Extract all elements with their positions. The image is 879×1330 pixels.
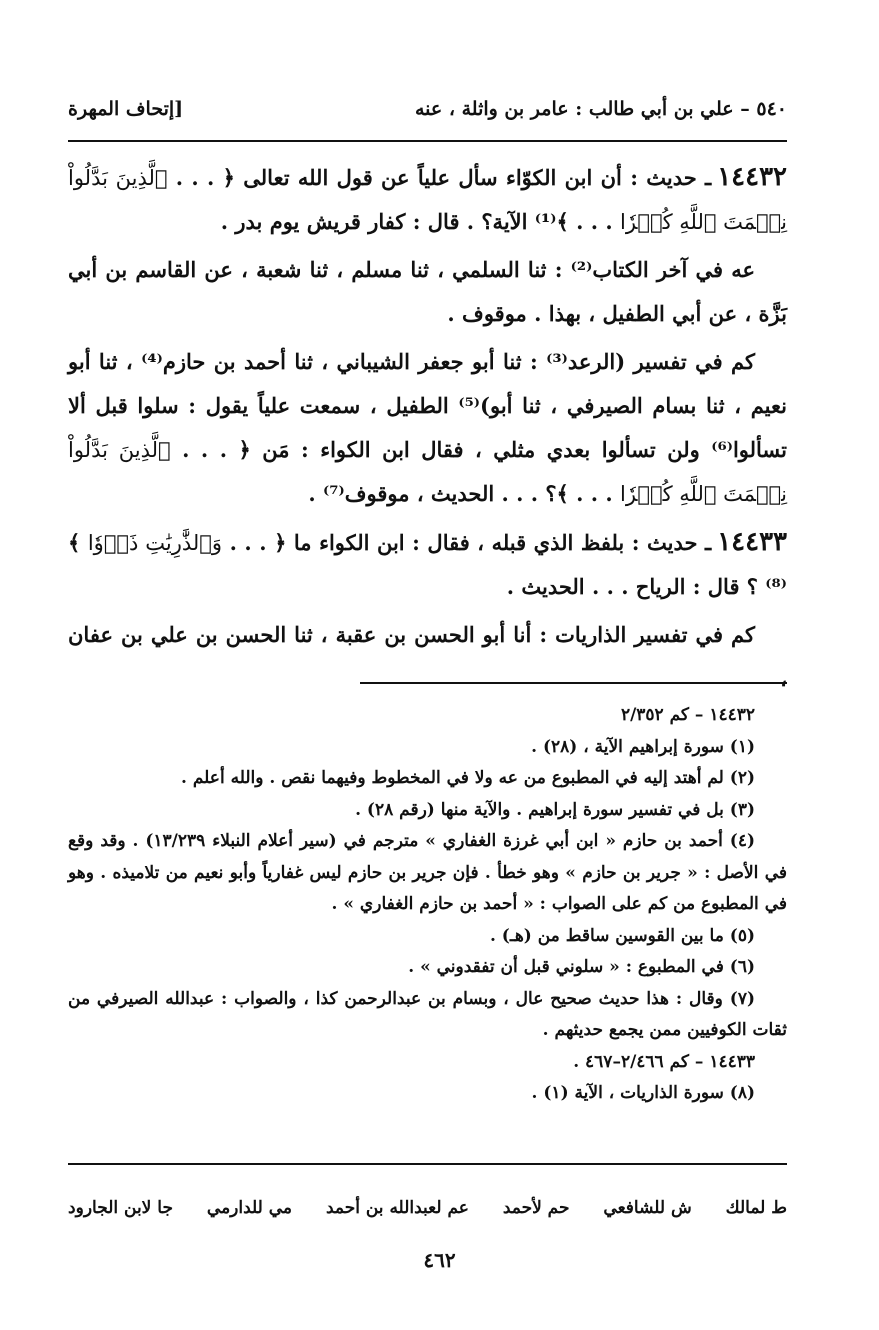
hadith-text: ـ حديث : بلفظ الذي قبله ، فقال : ابن الكواء ما ﴿ . . .: [229, 530, 712, 555]
hadith-number: ١٤٤٣٣: [717, 527, 788, 557]
page-number: ٤٦٢: [423, 1248, 456, 1272]
hadith-text: ﴾⁽⁸⁾ ؟ قال : الرياح . . . الحديث .: [68, 530, 787, 599]
hadith-14433: [68, 520, 787, 609]
main-text: [68, 155, 787, 705]
hadith-number: ١٤٤٣٢: [717, 162, 788, 192]
abbreviations-rule: [68, 1163, 787, 1165]
header-rule: [68, 140, 787, 142]
header-chapter-title: ٥٤٠ – علي بن أبي طالب : عامر بن واثلة ، عنه: [414, 98, 787, 120]
footnotes: [68, 700, 787, 1110]
running-header: [68, 92, 787, 126]
footnote: (٤) أحمد بن حازم « ابن أبي غرزة الغفاري » مترجم في (سير أعلام النبلاء ١٣/٢٣٩) . وقد وقع في الأصل : « جرير بن حازم » وهو خطأ . فإن جرير بن حازم ليس غفارياً وأبو نعيم من تلاميذه . وهو في المطبوع من كم على الصواب : « أحمد بن حازم الغفاري » .: [68, 831, 787, 914]
abbreviation: عم لعبدالله بن أحمد: [325, 1198, 469, 1218]
footnote: (٦) في المطبوع : « سلوني قبل أن تفقدوني » .: [408, 957, 755, 977]
isnad-text: كم في تفسير (الرعد⁽³⁾ : ثنا أبو جعفر الشيباني ، ثنا أحمد بن حازم⁽⁴⁾ ، ثنا أبو نعيم ، ثنا بسام الصيرفي ، ثنا أبو)⁽⁵⁾ الطفيل ، سمعت علياً يقول : سلوا قبل ألا تسألوا⁽⁶⁾ ولن تسألوا بعدي مثلي ، فقال ابن الكواء : مَن ﴿ . . .: [68, 349, 788, 462]
hadith-text: . . . ﴾⁽¹⁾ الآية؟ . قال : كفار قريش يوم بدر .: [220, 209, 613, 234]
footnotes-rule: [360, 682, 787, 684]
quran-quote: ٱلَّذِينَ بَدَّلُواْ نِعۡمَتَ ٱللَّهِ كُفۡرٗا: [68, 438, 787, 506]
abbreviation: مي للدارمي: [206, 1198, 293, 1218]
abbreviation: ط لمالك: [725, 1198, 787, 1218]
isnad-paragraph: عه في آخر الكتاب⁽²⁾ : ثنا السلمي ، ثنا مسلم ، ثنا شعبة ، عن القاسم بن أبي بَزَّة ، عن أبي الطفيل ، بهذا . موقوف .: [68, 257, 787, 326]
isnad-text: . . . ﴾؟ . . . الحديث ، موقوف⁽⁷⁾ .: [308, 481, 613, 506]
footnote: (١) سورة إبراهيم الآية ، (٢٨) .: [531, 736, 755, 757]
abbreviation: جا لابن الجارود: [68, 1198, 173, 1218]
hadith-14432: [68, 155, 787, 244]
quran-quote: ٱلَّذِينَ بَدَّلُواْ نِعۡمَتَ ٱللَّهِ كُفۡرٗا: [68, 166, 787, 234]
abbreviation: حم لأحمد: [502, 1198, 570, 1218]
footnote: ١٤٤٣٣ – كم ٢/٤٦٦–٤٦٧ .: [573, 1051, 755, 1072]
footnote: ١٤٤٣٢ – كم ٢/٣٥٢: [620, 705, 755, 725]
footnote: (٥) ما بين القوسين ساقط من (هـ) .: [489, 925, 755, 946]
header-book-title: [إتحاف المهرة: [68, 98, 184, 120]
isnad-paragraph: [68, 340, 787, 516]
hadith-text: ـ حديث : أن ابن الكوّاء سأل علياً عن قول الله تعالى ﴿ . . .: [175, 165, 712, 190]
abbreviation-key: [68, 1188, 787, 1228]
footnote: (٣) بل في تفسير سورة إبراهيم . والآية منها (رقم ٢٨) .: [355, 799, 755, 820]
quran-quote: وَٱلذَّٰرِيَٰتِ ذَرۡوٗا: [87, 531, 223, 555]
isnad-paragraph: كم في تفسير الذاريات : أنا أبو الحسن بن عقبة ، ثنا الحسن بن علي بن عفان ،: [68, 622, 787, 691]
abbreviation: ش للشافعي: [603, 1198, 692, 1218]
footnote: (٨) سورة الذاريات ، الآية (١) .: [531, 1083, 755, 1103]
footnote: (٢) لم أهتد إليه في المطبوع من عه ولا في المخطوط وفيهما نقص . والله أعلم .: [181, 768, 755, 788]
footnote: (٧) وقال : هذا حديث صحيح عال ، وبسام بن عبدالرحمن كذا ، والصواب : عبدالله الصيرفي من ثقات الكوفيين ممن يجمع حديثهم .: [68, 988, 787, 1040]
